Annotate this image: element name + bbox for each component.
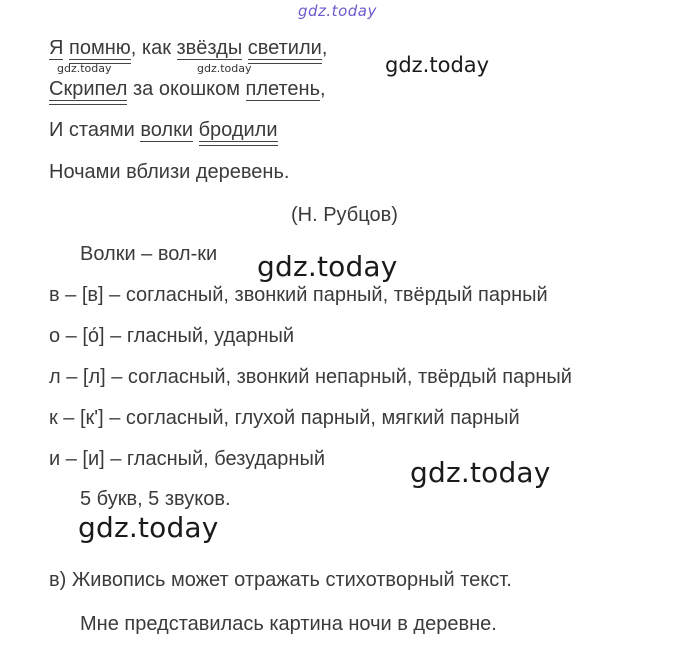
predicate-skripel: Скрипел bbox=[49, 78, 128, 100]
section-v-line-1: в) Живопись может отражать стихотворный текст. bbox=[49, 569, 512, 591]
text-comma-kak: , как bbox=[130, 37, 177, 59]
watermark-top: gdz.today bbox=[298, 2, 377, 20]
poem-line-1 bbox=[49, 36, 327, 60]
analysis-row-i: и – [и] – гласный, безударный bbox=[49, 448, 325, 470]
subject-zvezdy: звёзды bbox=[176, 37, 243, 59]
text-za-okoshkom: за окошком bbox=[127, 78, 246, 100]
analysis-row-k: к – [к'] – согласный, глухой парный, мягкий парный bbox=[49, 407, 520, 429]
subject-ya: Я bbox=[49, 37, 64, 59]
watermark-after-i: gdz.today bbox=[410, 456, 551, 489]
watermark-after-count: gdz.today bbox=[78, 511, 219, 544]
watermark-after-volki: gdz.today bbox=[257, 250, 398, 283]
analysis-row-o: о – [о́] – гласный, ударный bbox=[49, 325, 295, 347]
watermark-small-1: gdz.today bbox=[57, 62, 112, 75]
poem-line-2 bbox=[49, 77, 326, 101]
watermark-small-2: gdz.today bbox=[197, 62, 252, 75]
poem-line-3 bbox=[49, 118, 278, 142]
analysis-count: 5 букв, 5 звуков. bbox=[80, 488, 231, 510]
poem-line-4: Ночами вблизи деревень. bbox=[49, 161, 290, 183]
watermark-line1-right: gdz.today bbox=[385, 53, 490, 77]
predicate-brodili: бродили bbox=[198, 119, 278, 141]
text-i-stayami: И стаями bbox=[49, 119, 141, 141]
text-comma: , bbox=[321, 37, 328, 59]
analysis-row-v: в – [в] – согласный, звонкий парный, твёрдый парный bbox=[49, 284, 548, 306]
section-v-line-2: Мне представилась картина ночи в деревне. bbox=[80, 613, 497, 635]
subject-pleten: плетень bbox=[245, 78, 321, 100]
poem-author: (Н. Рубцов) bbox=[291, 204, 398, 226]
subject-volki: волки bbox=[140, 119, 193, 141]
predicate-svetili: светили bbox=[247, 37, 322, 59]
analysis-row-l: л – [л] – согласный, звонкий непарный, твёрдый парный bbox=[49, 366, 572, 388]
text-comma: , bbox=[320, 78, 326, 100]
predicate-pomnyu: помню bbox=[69, 37, 131, 59]
analysis-word: Волки – вол-ки bbox=[80, 243, 218, 265]
